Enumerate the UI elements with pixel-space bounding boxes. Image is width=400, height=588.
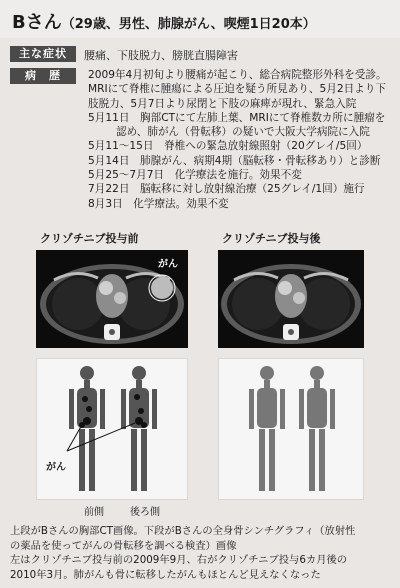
history-line: 8月3日 化学療法。効果不変 xyxy=(88,197,229,210)
symptoms-label: 主な症状 xyxy=(10,46,76,62)
after-title: クリゾチニブ投与後 xyxy=(222,232,321,245)
history-line: 2009年4月初旬より腰痛が起こり、総合病院整形外科を受診。 xyxy=(88,69,387,81)
patient-profile: （29歳、男性、肺腺がん、喫煙1日20本） xyxy=(61,17,316,32)
symptoms-text: 腰痛、下肢脱力、膀胱直腸障害 xyxy=(84,49,238,62)
before-title: クリゾチニブ投与前 xyxy=(40,232,139,245)
caption-line: 上段がBさんの胸部CT画像。下段がBさんの全身骨シンチグラフィ（放射性 xyxy=(10,525,356,537)
back-side-label: 後ろ側 xyxy=(130,507,160,518)
header-band xyxy=(0,0,400,38)
history-line: 7月22日 脳転移に対し放射線治療（25グレイ/1回）施行 xyxy=(88,183,365,196)
history-line: 5月11日 胸部CTにて左肺上葉、MRIにて脊椎数カ所に腫瘤を xyxy=(88,111,386,124)
ct-image-after xyxy=(218,250,364,348)
history-line: 5月14日 肺腺がん、病期4期（脳転移・骨転移あり）と診断 xyxy=(88,154,381,167)
patient-name: Bさん xyxy=(12,12,62,33)
bone-scan-after xyxy=(218,358,364,500)
front-side-label: 前側 xyxy=(84,507,104,518)
caption-line: の薬品を使ってがんの骨転移を調べる検査）画像 xyxy=(10,539,237,552)
tumor-label-ct: がん xyxy=(158,259,178,270)
history-label: 病 歴 xyxy=(10,68,76,84)
history-line: 5月25〜7月7日 化学療法を施行。効果不変 xyxy=(88,169,302,182)
figure-caption xyxy=(10,524,394,582)
page-title xyxy=(12,8,316,34)
history-line: 認め、肺がん（骨転移）の疑いで大阪大学病院に入院 xyxy=(116,126,370,139)
tumor-label-bone: がん xyxy=(46,462,66,473)
history-line: MRIにて脊椎に腫瘍による圧迫を疑う所見あり、5月2日より下 xyxy=(88,83,386,96)
history-line: 肢脱力、5月7日より尿閉と下肢の麻痺が現れ、緊急入院 xyxy=(88,97,357,110)
history-line: 5月11〜15日 脊椎への緊急放射線照射（20グレイ/5回） xyxy=(88,140,368,153)
image-panel xyxy=(26,230,372,518)
caption-line: 左はクリゾチニブ投与前の2009年9月、右がクリゾチニブ投与6カ月後の xyxy=(10,554,348,566)
history-text xyxy=(88,68,394,211)
caption-line: 2010年3月。肺がんも骨に転移したがんもほとんど見えなくなった xyxy=(10,568,321,581)
bone-scan-before xyxy=(36,358,188,500)
